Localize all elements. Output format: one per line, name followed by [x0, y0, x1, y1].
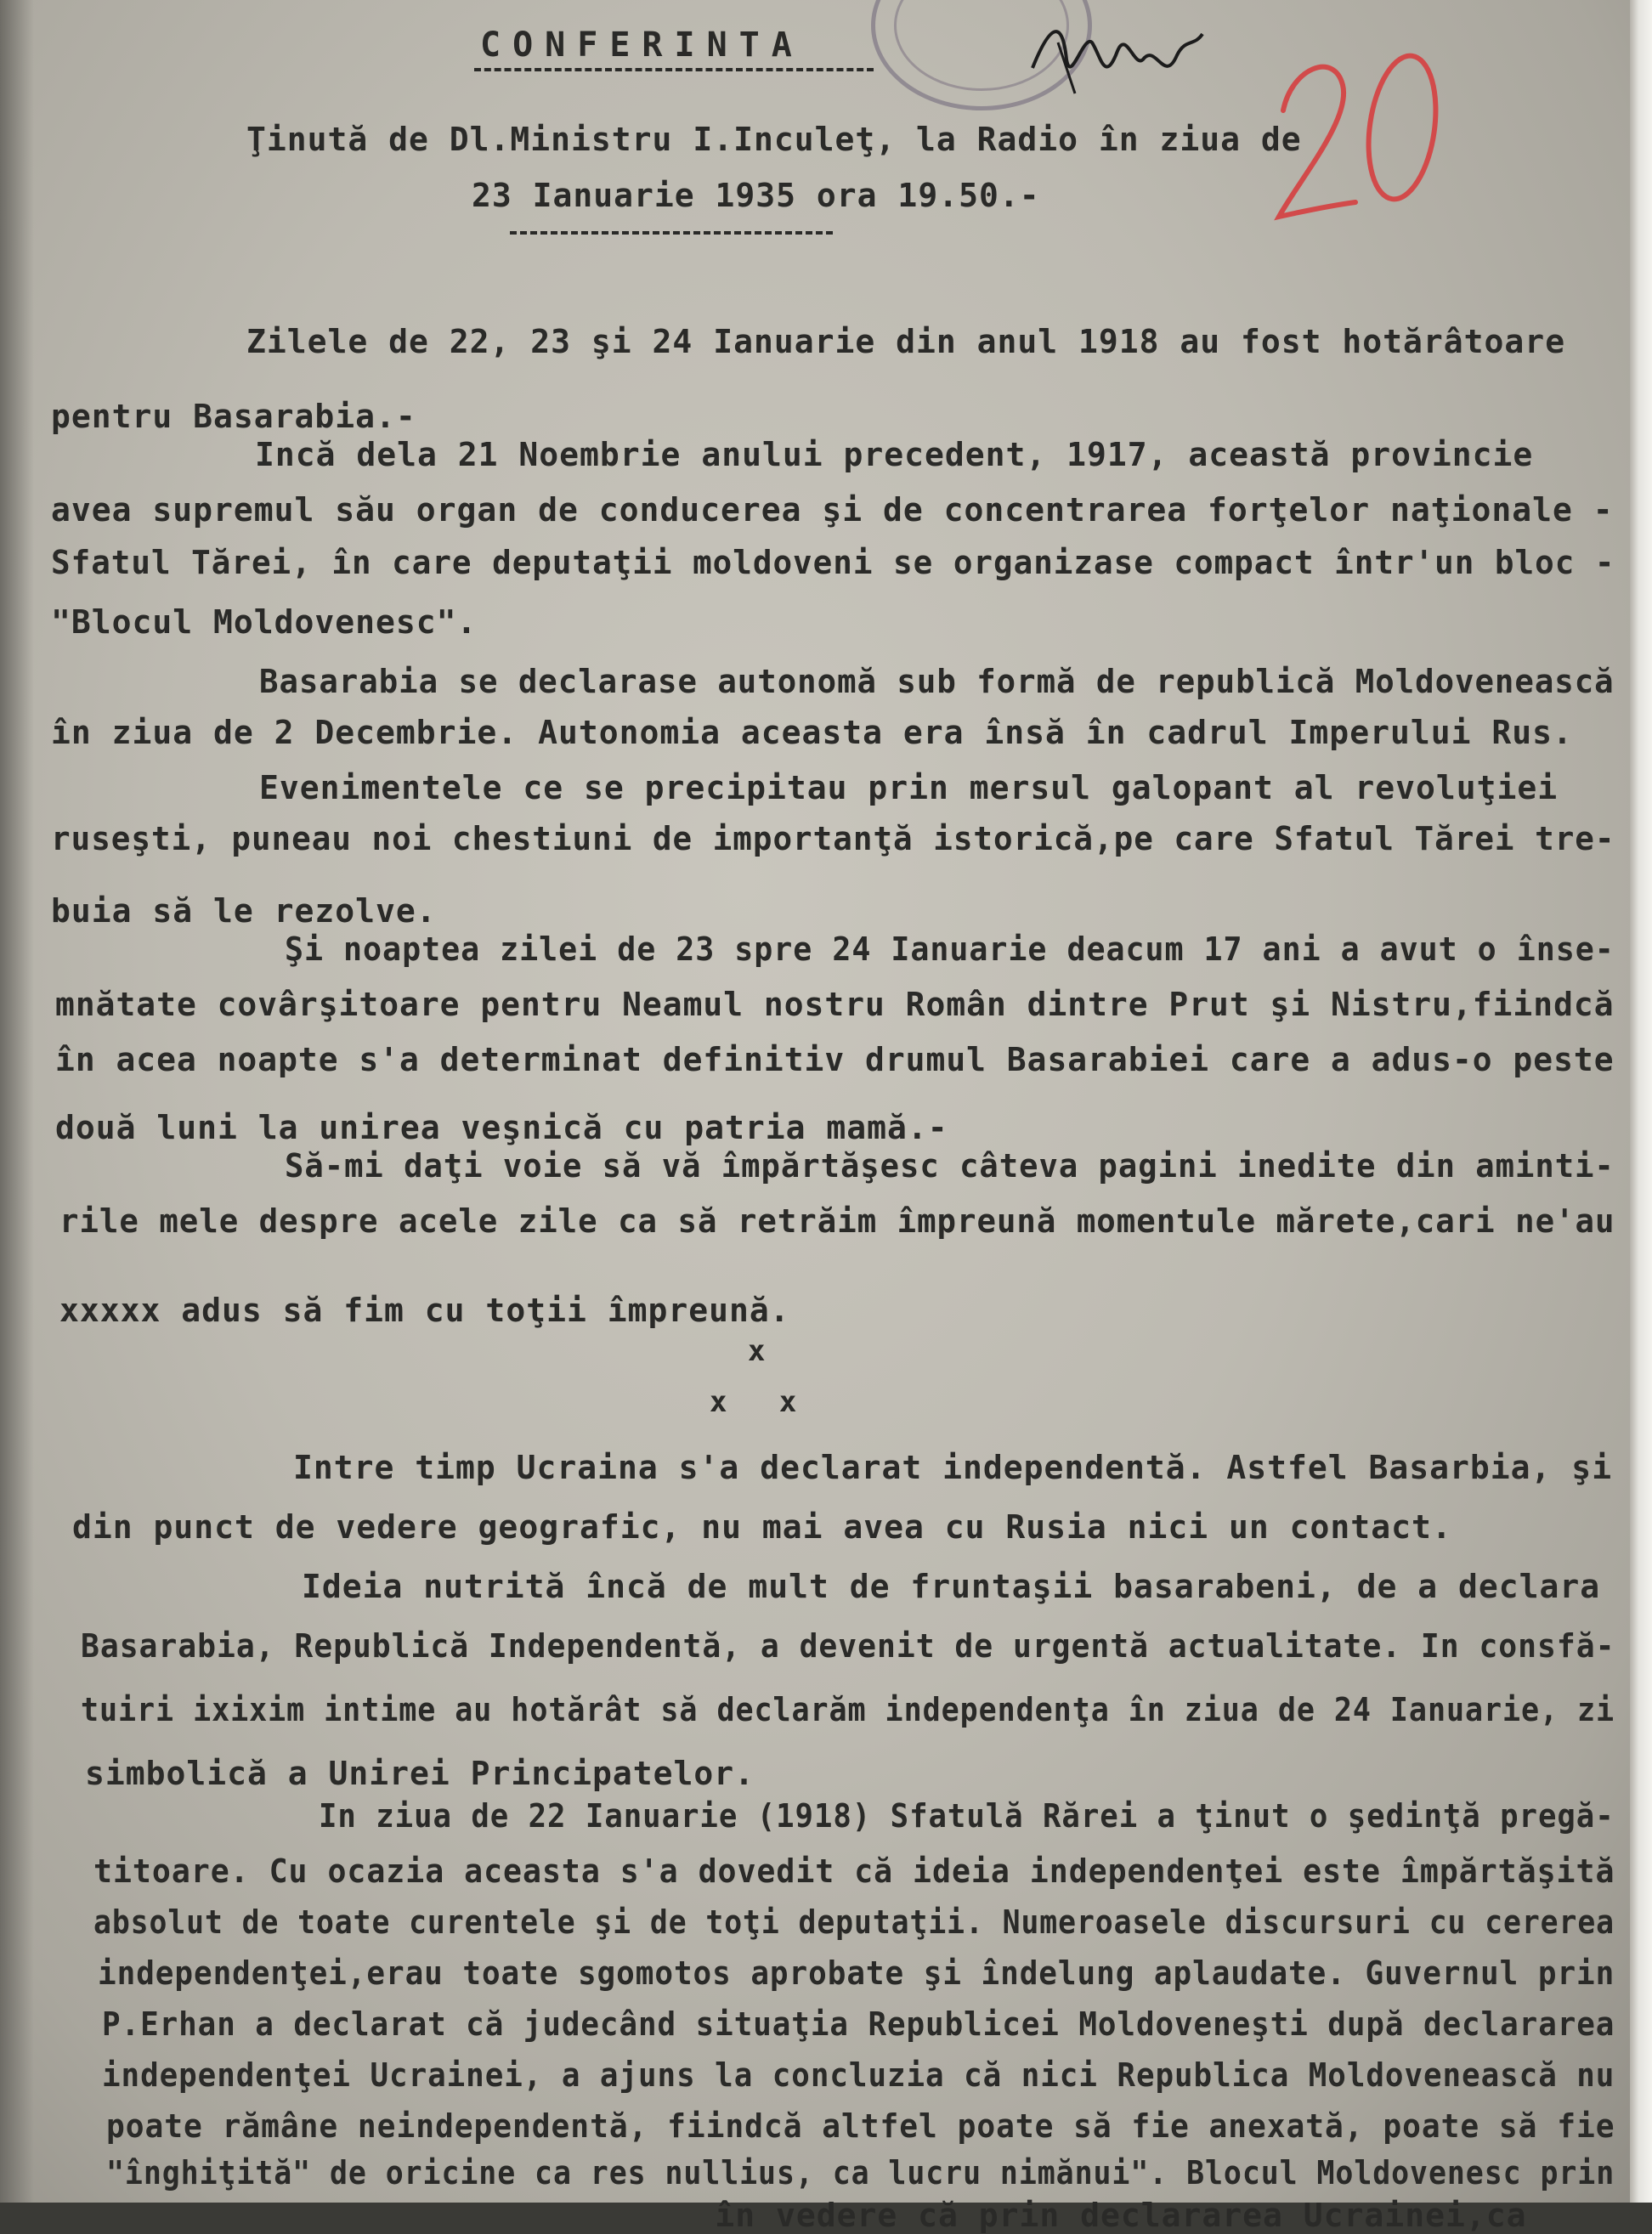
handwritten-signature — [1024, 8, 1219, 102]
text-line: Incă dela 21 Noembrie anului precedent, 1917, această provincie — [255, 436, 1534, 473]
text-line: în vedere că prin declararea Ucrainei,ca — [106, 2197, 1527, 2234]
section-separator-bottom: x x — [710, 1385, 797, 1419]
paper-edge-right — [1630, 0, 1652, 2203]
text-line: Basarabia se declarase autonomă sub formă de republică Moldovenească — [259, 663, 1615, 700]
text-line: "înghiţită" de oricine ca res nullius, ca lucru nimănui". Blocul Moldovenesc prin — [106, 2154, 1615, 2192]
text-line: Să-mi daţi voie să vă împărtăşesc câteva pagini inedite din aminti- — [285, 1147, 1615, 1185]
text-line: două luni la unirea veşnică cu patria mamă.- — [55, 1109, 948, 1146]
text-line: Ideia nutrită încă de mult de fruntaşii basarabeni, de a declara — [302, 1568, 1601, 1605]
text-line: In ziua de 22 Ianuarie (1918) Sfatulă Rărei a ţinut o şedinţă pregă- — [319, 1797, 1615, 1835]
text-line: tuiri ixixim intime au hotărât să declarăm independenţa în ziua de 24 Ianuarie, zi — [81, 1691, 1615, 1728]
text-line: P.Erhan a declarat că judecând situaţia Republicei Moldoveneşti după declararea — [102, 2005, 1615, 2043]
subtitle-line-1: Ţinută de Dl.Ministru I.Inculeţ, la Radio în ziua de — [246, 121, 1302, 158]
text-line: Sfatul Tărei, în care deputaţii moldoveni se organizase compact într'un bloc - — [51, 544, 1615, 581]
text-line: rile mele despre acele zile ca să retrăim împreună momentule mărete,cari ne'au — [59, 1202, 1615, 1240]
document-title: CONFERINTA — [480, 25, 804, 65]
text-line: în acea noapte s'a determinat definitiv drumul Basarabiei care a adus-o peste — [55, 1041, 1615, 1078]
text-line: absolut de toate curentele şi de toţi deputaţii. Numeroasele discursuri cu cererea — [93, 1903, 1615, 1941]
text-line: Evenimentele ce se precipitau prin mersul galopant al revoluţiei — [259, 769, 1559, 806]
text-line: Şi noaptea zilei de 23 spre 24 Ianuarie deacum 17 ani a avut o înse- — [285, 930, 1615, 968]
text-line: din punct de vedere geografic, nu mai avea cu Rusia nici un contact. — [72, 1508, 1452, 1546]
text-line: pentru Basarabia.- — [51, 398, 416, 435]
text-line: simbolică a Unirei Principatelor. — [85, 1755, 755, 1792]
text-line: în ziua de 2 Decembrie. Autonomia aceasta era însă în cadrul Imperului Rus. — [51, 714, 1573, 751]
section-separator-top: x — [748, 1334, 766, 1368]
text-line: buia să le rezolve. — [51, 892, 437, 930]
text-line: avea supremul său organ de conducerea şi de concentrarea forţelor naţionale - — [51, 491, 1614, 529]
page-shadow-left — [0, 0, 34, 2203]
text-line: ruseşti, puneau noi chestiuni de importanţă istorică,pe care Sfatul Tărei tre- — [51, 820, 1615, 857]
text-line: mnătate covârşitoare pentru Neamul nostru Român dintre Prut şi Nistru,fiindcă — [55, 986, 1615, 1023]
text-line: xxxxx adus să fim cu toţii împreună. — [59, 1292, 790, 1329]
text-line: independenţei,erau toate sgomotos aprobate şi îndelung aplaudate. Guvernul prin — [98, 1954, 1615, 1992]
text-line: poate rămâne neindependentă, fiindcă altfel poate să fie anexată, poate să fie — [106, 2107, 1615, 2145]
text-line: "Blocul Moldovenesc". — [51, 603, 478, 641]
subtitle-line-2: 23 Ianuarie 1935 ora 19.50.- — [472, 177, 1040, 214]
text-line: Intre timp Ucraina s'a declarat independentă. Astfel Basarbia, şi — [293, 1449, 1613, 1486]
text-line: independenţei Ucrainei, a ajuns la concluzia că nici Republica Moldovenească nu — [102, 2056, 1615, 2094]
title-underline — [474, 68, 874, 71]
text-line: Basarabia, Republică Independentă, a devenit de urgentă actualitate. In consfă- — [81, 1627, 1615, 1665]
text-line: titoare. Cu ocazia aceasta s'a dovedit că ideia independenţei este împărtăşită — [93, 1852, 1615, 1890]
text-line: Zilele de 22, 23 şi 24 Ianuarie din anul 1918 au fost hotărâtoare — [246, 323, 1566, 360]
subtitle-underline — [510, 231, 833, 235]
